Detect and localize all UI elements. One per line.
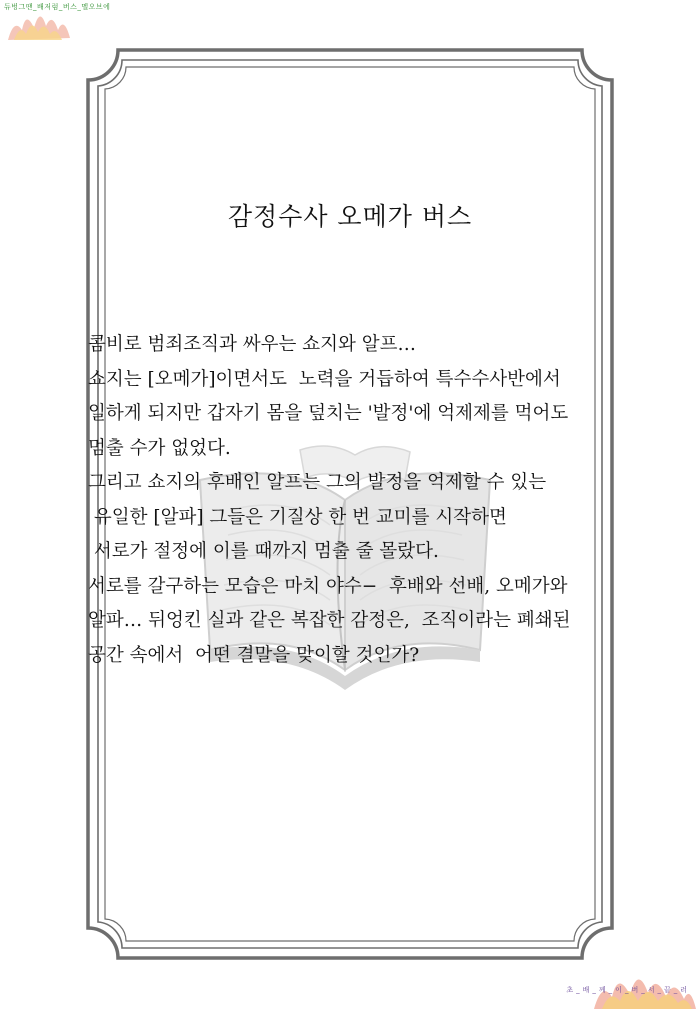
synopsis-line: 서로가 절정에 이를 때까지 멈출 줄 몰랐다.: [88, 541, 439, 562]
synopsis-line: 쇼지는 [오메가]이면서도 노력을 거듭하여 특수수사반에서: [88, 368, 561, 390]
synopsis-line: 일하게 되지만 갑자기 몸을 덮치는 '발정'에 억제제를 먹어도: [88, 403, 569, 424]
synopsis-line: 그리고 쇼지의 후배인 알프는 그의 발정을 억제할 수 있는: [88, 472, 547, 493]
synopsis-text: [88, 328, 628, 673]
watermark-bottom-text: 초_배_께_이_버_서_끝_러: [566, 986, 690, 994]
synopsis-line: 서로를 갈구하는 모습은 마치 야수− 후배와 선배, 오메가와: [88, 575, 568, 597]
watermark-top-text: 듀벙그땐_배저럼_버스_멜오브에: [4, 3, 111, 11]
flame-logo-bottom: [590, 951, 700, 1011]
page-title: 감정수사 오메가 버스: [227, 202, 473, 231]
synopsis-line: 멈출 수가 없었다.: [88, 437, 231, 459]
synopsis-line: 유일한 [알파] 그들은 기질상 한 번 교미를 시작하면: [88, 506, 507, 528]
synopsis-line: 공간 속에서 어떤 결말을 맞이할 것인가?: [88, 644, 420, 666]
synopsis-line: 콤비로 범죄조직과 싸우는 쇼지와 알프…: [88, 334, 416, 355]
watermark-bottom: [566, 951, 700, 1011]
synopsis-line: 알파… 뒤엉킨 실과 같은 복잡한 감정은, 조직이라는 폐쇄된: [88, 610, 571, 631]
